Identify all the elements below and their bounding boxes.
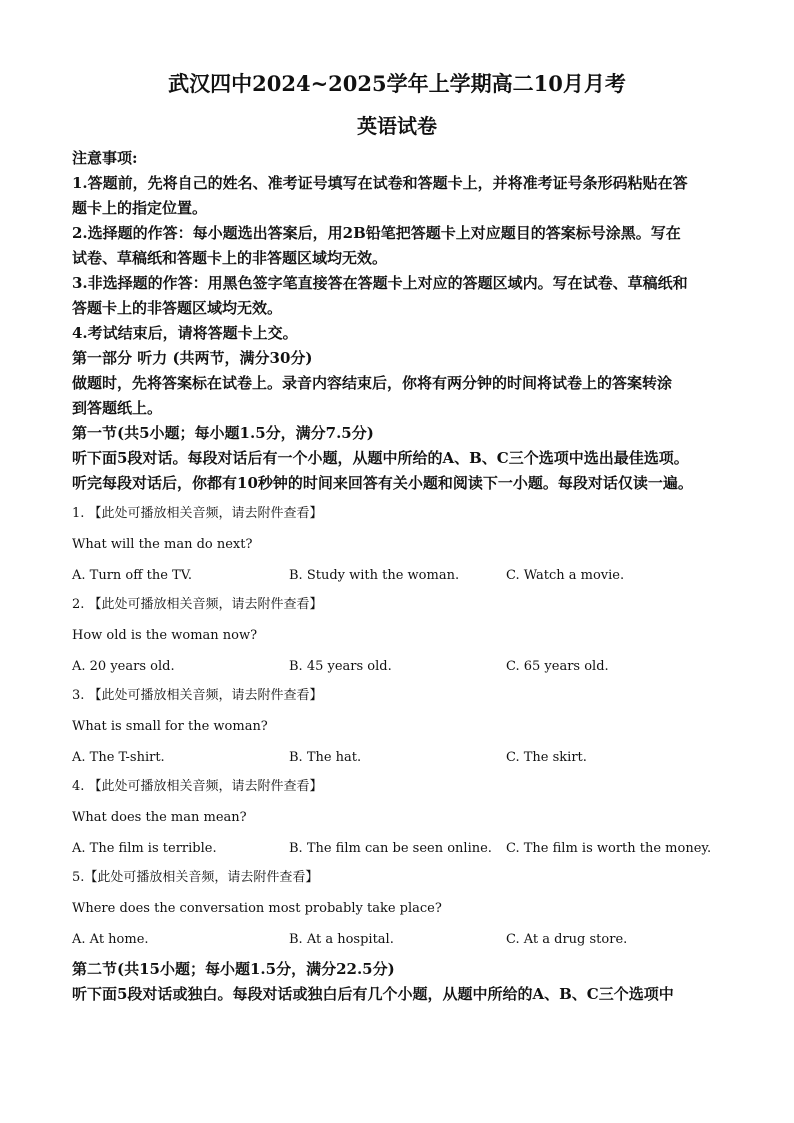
option-row	[72, 929, 732, 951]
notice-line: 试卷、草稿纸和答题卡上的非答题区域均无效。	[72, 249, 388, 267]
notice-line: 4.考试结束后，请将答题卡上交。	[72, 324, 298, 342]
question-3	[72, 685, 732, 769]
option-row	[72, 656, 732, 678]
option-b: B. The hat.	[289, 750, 362, 765]
option-row	[72, 565, 732, 587]
notice-line: 题卡上的指定位置。	[72, 199, 208, 217]
question-1	[72, 503, 732, 587]
question-2	[72, 594, 732, 678]
part1-instruction: 到答题纸上。	[72, 399, 163, 417]
question-4	[72, 776, 732, 860]
question-text: What will the man do next?	[72, 537, 253, 552]
option-b: B. Study with the woman.	[289, 568, 460, 583]
audio-link[interactable]: 3. 【此处可播放相关音频，请去附件查看】	[72, 688, 323, 703]
exam-title: 武汉四中2024~2025学年上学期高二10月月考	[168, 71, 626, 96]
notice-heading: 注意事项:	[72, 149, 138, 167]
section2-heading: 第二节(共15小题；每小题1.5分，满分22.5分)	[72, 960, 395, 978]
option-c: C. Watch a movie.	[506, 568, 625, 583]
exam-subtitle: 英语试卷	[357, 114, 437, 138]
option-c: C. 65 years old.	[506, 659, 609, 674]
section1-instruction: 听下面5段对话。每段对话后有一个小题，从题中所给的A、B、C三个选项中选出最佳选项。	[72, 449, 689, 467]
question-text: Where does the conversation most probably take place?	[72, 901, 442, 916]
option-b: B. The film can be seen online.	[289, 841, 492, 856]
part1-instruction: 做题时，先将答案标在试卷上。录音内容结束后，你将有两分钟的时间将试卷上的答案转涂	[72, 374, 673, 392]
question-text: How old is the woman now?	[72, 628, 258, 643]
option-row	[72, 838, 732, 860]
section1-heading: 第一节(共5小题；每小题1.5分，满分7.5分)	[72, 424, 374, 442]
audio-link[interactable]: 2. 【此处可播放相关音频，请去附件查看】	[72, 597, 323, 612]
audio-link[interactable]: 4. 【此处可播放相关音频，请去附件查看】	[72, 779, 323, 794]
option-c: C. The film is worth the money.	[506, 841, 712, 856]
question-text: What does the man mean?	[72, 810, 247, 825]
exam-body	[72, 146, 732, 1007]
section2-instruction: 听下面5段对话或独白。每段对话或独白后有几个小题，从题中所给的A、B、C三个选项中	[72, 985, 674, 1003]
option-a: A. Turn off the TV.	[72, 568, 192, 583]
option-a: A. At home.	[72, 932, 149, 947]
option-a: A. The T-shirt.	[72, 750, 165, 765]
option-c: C. The skirt.	[506, 750, 587, 765]
question-5	[72, 867, 732, 951]
section1-instruction: 听完每段对话后，你都有10秒钟的时间来回答有关小题和阅读下一小题。每段对话仅读一遍。	[72, 474, 693, 492]
option-a: A. 20 years old.	[72, 659, 175, 674]
audio-link[interactable]: 1. 【此处可播放相关音频，请去附件查看】	[72, 506, 323, 521]
question-text: What is small for the woman?	[72, 719, 268, 734]
notice-line: 答题卡上的非答题区域均无效。	[72, 299, 283, 317]
option-b: B. At a hospital.	[289, 932, 394, 947]
option-c: C. At a drug store.	[506, 932, 628, 947]
notice-line: 3.非选择题的作答：用黑色签字笔直接答在答题卡上对应的答题区域内。写在试卷、草稿纸和	[72, 274, 688, 292]
part1-heading: 第一部分 听力 (共两节，满分30分)	[72, 349, 313, 367]
audio-link[interactable]: 5.【此处可播放相关音频，请去附件查看】	[72, 870, 319, 885]
notice-line: 1.答题前，先将自己的姓名、准考证号填写在试卷和答题卡上，并将准考证号条形码粘贴在答	[72, 174, 688, 192]
notice-line: 2.选择题的作答：每小题选出答案后，用2B铅笔把答题卡上对应题目的答案标号涂黑。写在	[72, 224, 681, 242]
option-row	[72, 747, 732, 769]
option-b: B. 45 years old.	[289, 659, 392, 674]
option-a: A. The film is terrible.	[72, 841, 217, 856]
